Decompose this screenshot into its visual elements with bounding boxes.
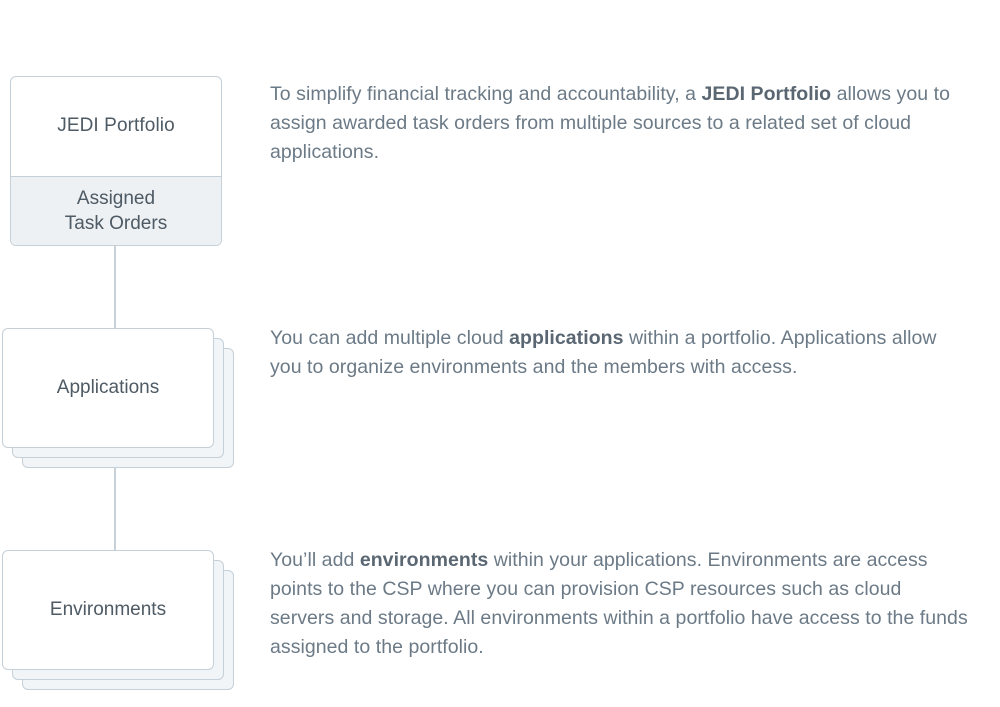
body-text: You can add multiple cloud <box>270 327 510 349</box>
environments-description <box>270 546 970 662</box>
portfolio-card-title <box>10 76 222 177</box>
portfolio-sublabel-line2: Task Orders <box>64 213 168 234</box>
node-applications <box>2 328 234 468</box>
applications-label: Applications <box>56 377 160 398</box>
node-jedi-portfolio <box>10 76 222 246</box>
node-environments <box>2 550 234 690</box>
applications-card-front <box>2 328 214 448</box>
emphasis-text: JEDI Portfolio <box>701 83 832 105</box>
body-text: within your applications. Environments are access points to the CSP where you can provision CSP resources such as cloud servers and storage. All environments within a portfolio have access to the funds assigned to the portfolio. <box>270 549 968 658</box>
portfolio-sublabel-line1: Assigned <box>76 188 156 209</box>
portfolio-card-subpanel <box>11 177 221 245</box>
body-text: within a portfolio. Applications allow you to organize environments and the members with access. <box>270 327 937 378</box>
connector-applications-to-environments <box>114 468 116 550</box>
portfolio-label: JEDI Portfolio <box>57 115 175 136</box>
portfolio-sublabel <box>65 186 167 236</box>
body-text: allows you to assign awarded task orders from multiple sources to a related set of cloud applications. <box>270 83 950 163</box>
applications-description <box>270 324 970 382</box>
body-text: You’ll add <box>270 549 360 571</box>
environments-card-front <box>2 550 214 670</box>
emphasis-text: environments <box>359 549 489 571</box>
environments-label: Environments <box>49 599 167 620</box>
portfolio-description <box>270 80 1000 167</box>
body-text: To simplify financial tracking and accountability, a <box>270 83 702 105</box>
connector-portfolio-to-applications <box>114 246 116 328</box>
emphasis-text: applications <box>509 327 624 349</box>
